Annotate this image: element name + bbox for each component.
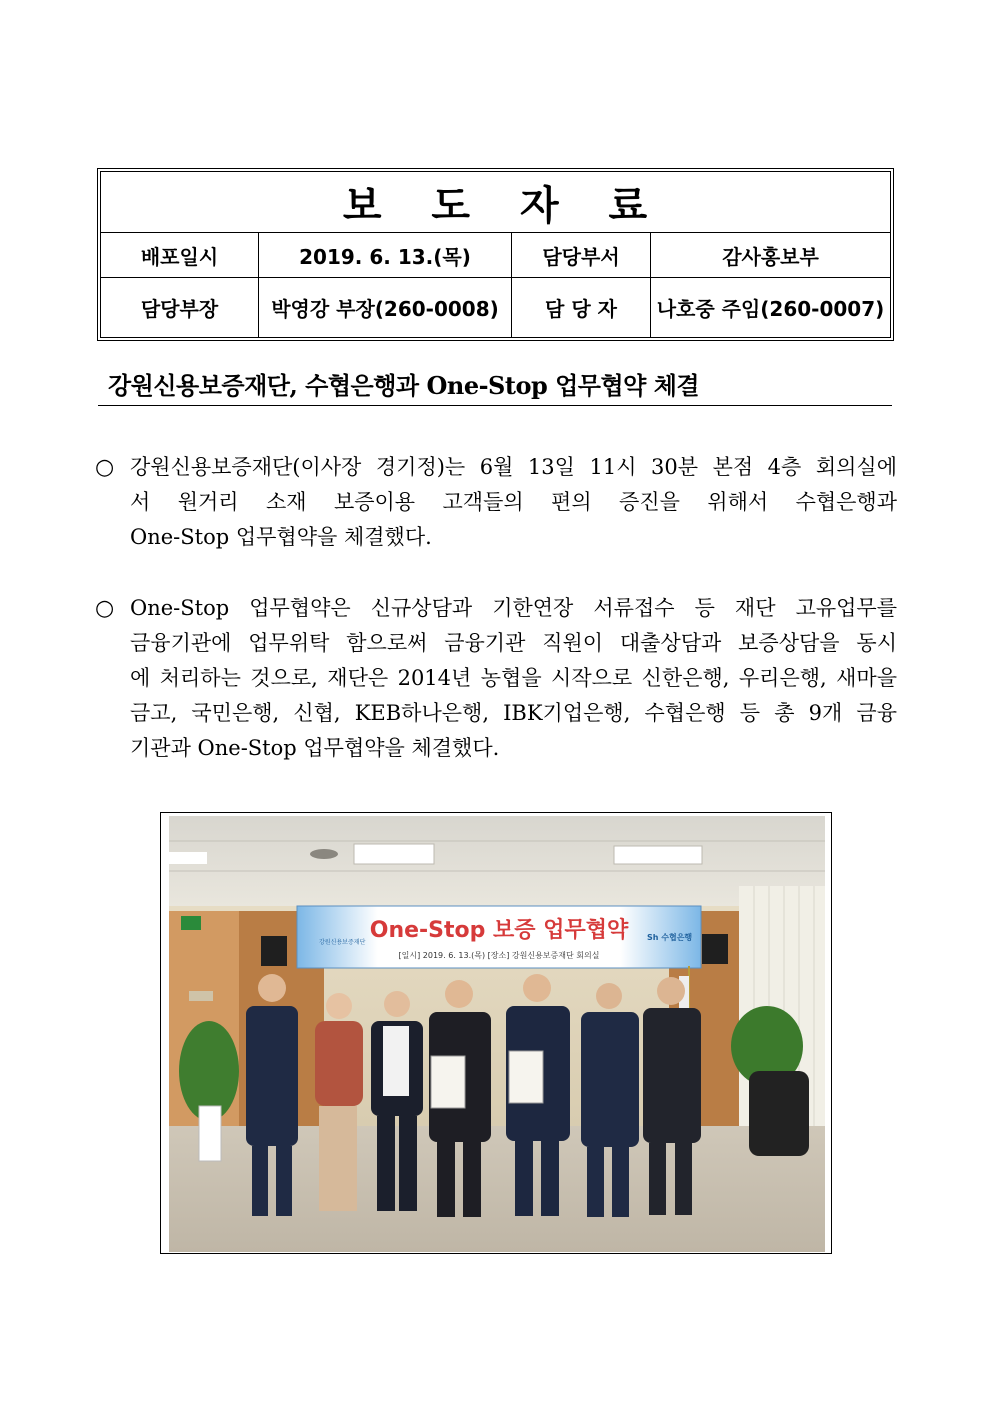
banner-title: One-Stop 보증 업무협약 [369, 918, 629, 943]
paragraph-1 [95, 450, 897, 555]
release-date-label: 배포일시 [101, 233, 259, 278]
release-date-value: 2019. 6. 13.(목) [259, 233, 512, 278]
paragraph-line: One-Stop 업무협약은 신규상담과 기한연장 서류접수 등 재단 고유업무를 [130, 596, 897, 620]
headline [98, 362, 892, 406]
paragraph-2 [95, 591, 897, 766]
paragraph-line: 에 처리하는 것으로, 재단은 2014년 농협을 시작으로 신한은행, 우리은행, 새마을 [130, 666, 897, 690]
manager-value: 박영강 부장(260-0008) [259, 278, 512, 338]
department-value: 감사홍보부 [651, 233, 891, 278]
photo-illustration [169, 816, 825, 1252]
paragraph-line: One-Stop 업무협약을 체결했다. [130, 525, 432, 549]
photo-frame [160, 812, 832, 1254]
paragraph-line: 금고, 국민은행, 신협, KEB하나은행, IBK기업은행, 수협은행 등 총 9개 금융 [130, 701, 897, 725]
paragraph-line: 금융기관에 업무위탁 함으로써 금융기관 직원이 대출상담과 보증상담을 동시 [130, 631, 897, 655]
signing-ceremony-photo [169, 816, 825, 1252]
document-title: 보 도 자 료 [101, 172, 891, 233]
header-table [100, 171, 891, 338]
contact-value: 나호중 주임(260-0007) [651, 278, 891, 338]
circle-bullet-icon: ○ [95, 455, 115, 480]
paragraph-line: 강원신용보증재단(이사장 경기정)는 6월 13일 11시 30분 본점 4층 회의실에 [130, 455, 897, 479]
paragraph-line: 서 원거리 소재 보증이용 고객들의 편의 증진을 위해서 수협은행과 [130, 490, 897, 514]
contact-label: 담 당 자 [512, 278, 651, 338]
manager-label: 담당부장 [101, 278, 259, 338]
department-label: 담당부서 [512, 233, 651, 278]
paragraph-line: 기관과 One-Stop 업무협약을 체결했다. [130, 736, 500, 760]
press-release-header [97, 168, 894, 341]
banner-logo-left: 강원신용보증재단 [319, 939, 366, 946]
banner-logo-right: Sh 수협은행 [647, 933, 693, 942]
banner-subtitle: [일시] 2019. 6. 13.(목) [장소] 강원신용보증재단 회의실 [398, 951, 600, 960]
headline-text: 강원신용보증재단, 수협은행과 One-Stop 업무협약 체결 [108, 371, 700, 400]
circle-bullet-icon: ○ [95, 596, 115, 621]
